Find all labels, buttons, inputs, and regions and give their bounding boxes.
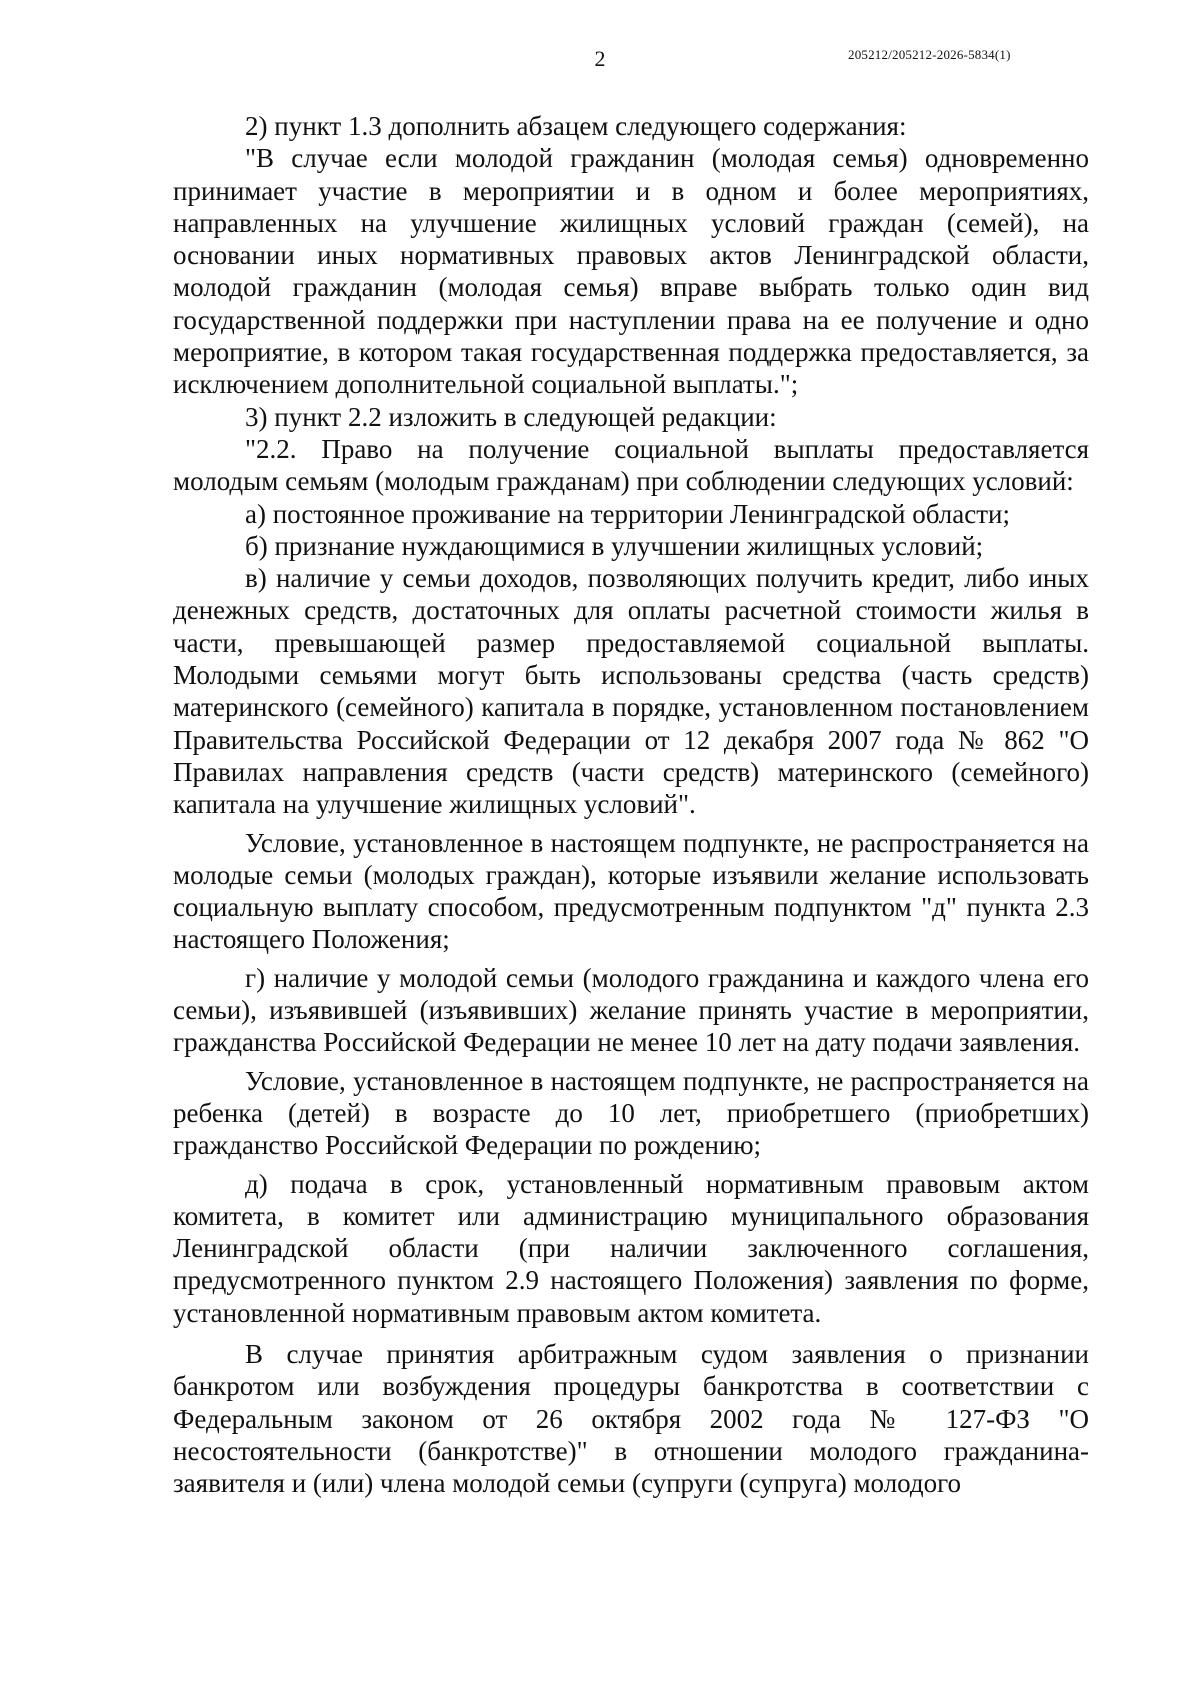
paragraph-item-3: 3) пункт 2.2 изложить в следующей редакции: [245, 401, 777, 432]
document-id: 205212/205212-2026-5834(1) [848, 47, 1011, 62]
page-number: 2 [594, 46, 606, 71]
paragraph-condition-v: в) наличие у семьи доходов, позволяющих получить кредит, либо иных денежных средств, достаточных для оплаты расчетной стоимости жилья в части, превышающей размер предоставляемой социальной выплаты. Молодыми семьями могут быть использованы средства (часть средств) материнского (семейного) капитала в порядке, установленном постановлением Правительства Российской Федерации от 12 декабря 2007 года № 862 "О Правилах направления средств (части средств) материнского (семейного) капитала на улучшение жилищных условий". [173, 563, 1089, 820]
paragraph-condition-g-note: Условие, установленное в настоящем подпункте, не распространяется на ребенка (детей) в возрасте до 10 лет, приобретшего (приобретших) гражданство Российской Федерации по рождению; [173, 1065, 1089, 1161]
paragraph-quote-1-3: "В случае если молодой гражданин (молодая семья) одновременно принимает участие в мероприятии и в одном и более мероприятиях, направленных на улучшение жилищных условий граждан (семей), на основании иных нормативных правовых актов Ленинградской области, молодой гражданин (молодая семья) вправе выбрать только один вид государственной поддержки при наступлении права на ее получение и одно мероприятие, в котором такая государственная поддержка предоставляется, за исключением дополнительной социальной выплаты."; [173, 143, 1089, 400]
paragraph-condition-v-note: Условие, установленное в настоящем подпункте, не распространяется на молодые семьи (молодых граждан), которые изъявили желание использовать социальную выплату способом, предусмотренным подпунктом "д" пункта 2.3 настоящего Положения; [173, 827, 1089, 955]
paragraph-quote-2-2: "2.2. Право на получение социальной выплаты предоставляется молодым семьям (молодым гражданам) при соблюдении следующих условий: [173, 433, 1089, 497]
paragraph-condition-d: д) подача в срок, установленный нормативным правовым актом комитета, в комитет или администрацию муниципального образования Ленинградской области (при наличии заключенного соглашения, предусмотренного пунктом 2.9 настоящего Положения) заявления по форме, установленной нормативным правовым актом комитета. [173, 1168, 1089, 1328]
paragraph-bankruptcy: В случае принятия арбитражным судом заявления о признании банкротом или возбуждения процедуры банкротства в соответствии с Федеральным законом от 26 октября 2002 года № 127-ФЗ "О несостоятельности (банкротстве)" в отношении молодого гражданина-заявителя и (или) члена молодой семьи (супруги (супруга) молодого [173, 1338, 1089, 1499]
paragraph-item-2: 2) пункт 1.3 дополнить абзацем следующего содержания: [245, 111, 907, 141]
paragraph-condition-g: г) наличие у молодой семьи (молодого гражданина и каждого члена его семьи), изъявившей (изъявивших) желание принять участие в мероприятии, гражданства Российской Федерации не менее 10 лет на дату подачи заявления. [173, 962, 1089, 1058]
paragraph-condition-a: а) постоянное проживание на территории Ленинградской области; [245, 498, 1010, 529]
paragraph-condition-b: б) признание нуждающимися в улучшении жилищных условий; [245, 530, 984, 561]
document-body [173, 110, 1089, 1499]
